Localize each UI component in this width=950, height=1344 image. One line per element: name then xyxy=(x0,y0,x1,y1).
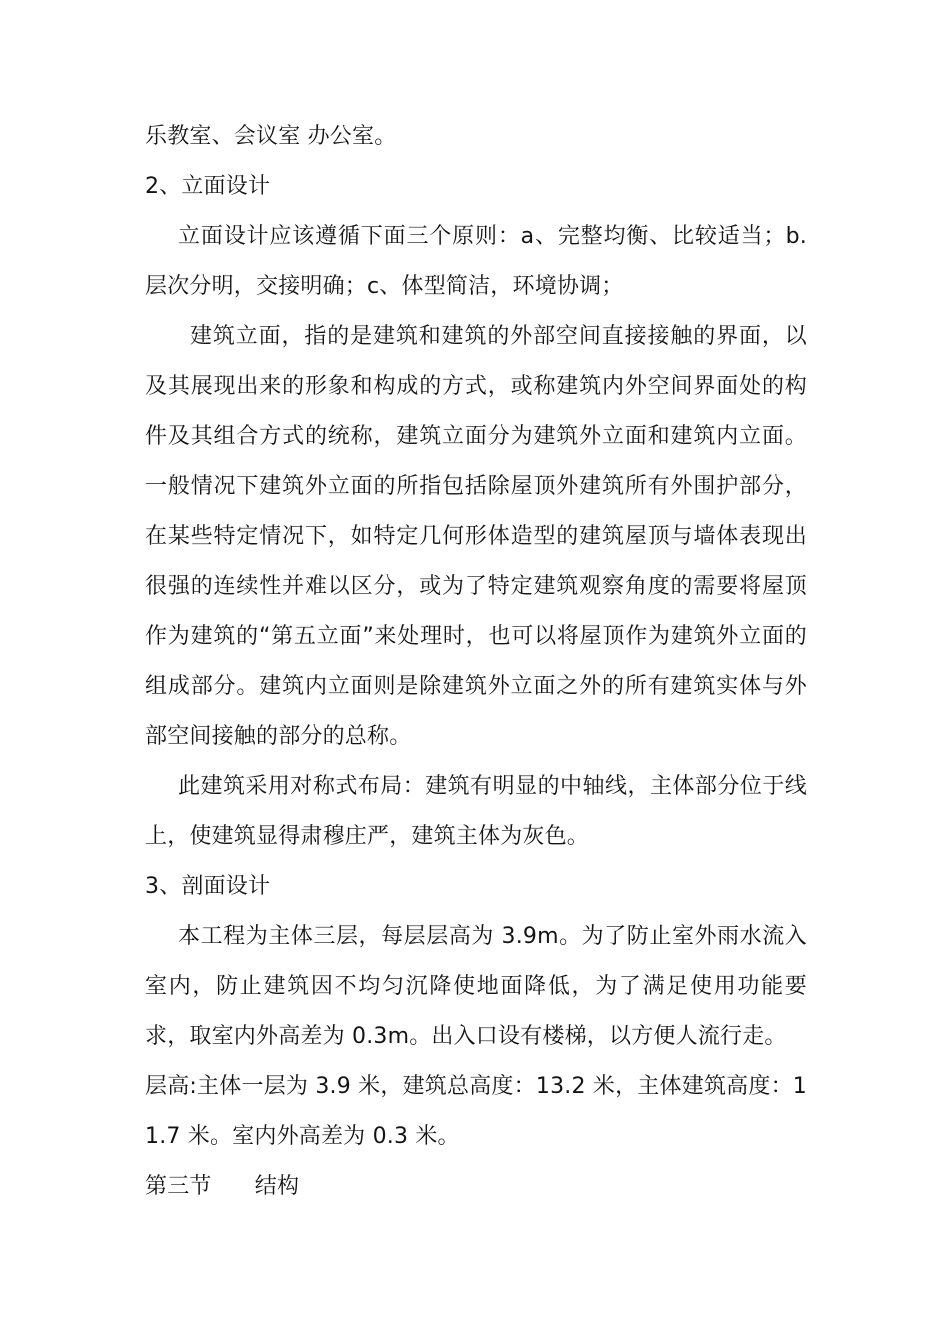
section-title-structure: 第三节 结构 xyxy=(145,1174,300,1199)
paragraph-continuation: 乐教室、会议室 办公室。 xyxy=(145,124,397,149)
paragraph-elevation-principles: 立面设计应该遵循下面三个原则：a、完整均衡、比较适当；b.层次分明，交接明确；c、体型简洁，环境协调； xyxy=(145,224,807,299)
paragraph-elevation-definition: 建筑立面，指的是建筑和建筑的外部空间直接接触的界面，以及其展现出来的形象和构成的方式，或称建筑内外空间界面处的构件及其组合方式的统称，建筑立面分为建筑外立面和建筑内立面。 一般情况下建筑外立面的所指包括除屋顶外建筑所有外围护部分，在某些特定情况下，如特定几何形体造型的建筑屋顶与墙体表现出很强的连续性并难以区分，或为了特定建筑观察角度的需要将屋顶作为建筑的“第五立面”来处理时，也可以将屋顶作为建筑外立面的组成部分。建筑内立面则是除建筑外立面之外的所有建筑实体与外部空间接触的部分的总称。 xyxy=(145,324,807,749)
heading-section-design: 3、剖面设计 xyxy=(145,874,271,899)
paragraph-height-summary: 层高:主体一层为 3.9 米，建筑总高度：13.2 米，主体建筑高度：11.7 米。室内外高差为 0.3 米。 xyxy=(145,1074,807,1149)
paragraph-floor-height: 本工程为主体三层，每层层高为 3.9m。为了防止室外雨水流入室内，防止建筑因不均匀沉降使地面降低，为了满足使用功能要求，取室内外高差为 0.3m。出入口设有楼梯，以方便人流行走。 xyxy=(145,924,807,1049)
heading-elevation-design: 2、立面设计 xyxy=(145,174,271,199)
paragraph-symmetric-layout: 此建筑采用对称式布局：建筑有明显的中轴线，主体部分位于线上，使建筑显得肃穆庄严，建筑主体为灰色。 xyxy=(145,774,807,849)
document-body xyxy=(145,112,807,1212)
